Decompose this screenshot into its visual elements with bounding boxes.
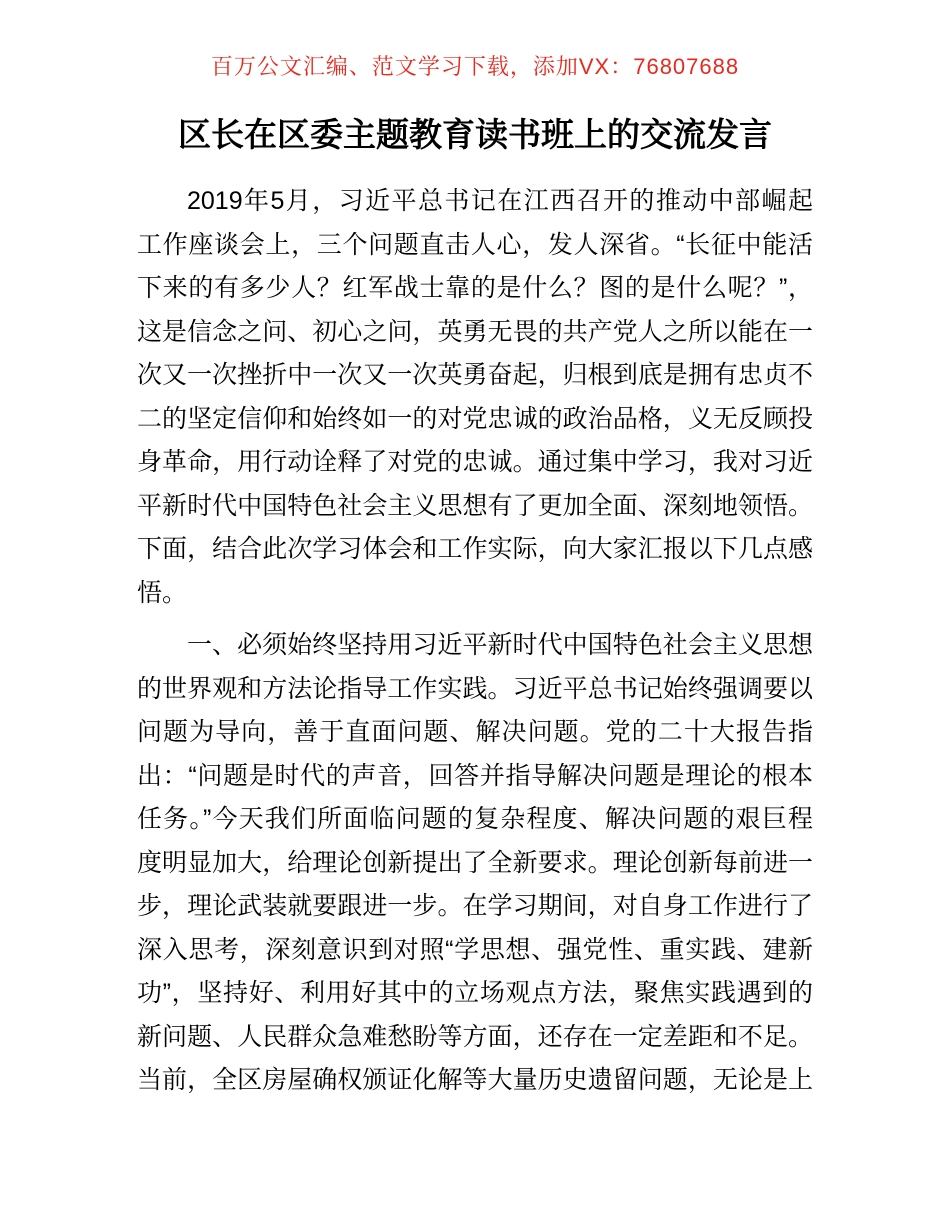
body-line: 新问题、人民群众急难愁盼等方面，还存在一定差距和不足。 — [137, 1022, 813, 1051]
body-line: 步，理论武装就要跟进一步。在学习期间，对自身工作进行了 — [137, 892, 813, 920]
body-line: 当前，全区房屋确权颁证化解等大量历史遗留问题，无论是上 — [137, 1066, 813, 1094]
paragraph — [137, 624, 813, 1103]
body-line: 问题为导向，善于直面问题、解决问题。党的二十大报告指 — [137, 718, 813, 746]
page-title: 区长在区委主题教育读书班上的交流发言 — [178, 116, 772, 153]
body-line: 出：“问题是时代的声音，回答并指导解决问题是理论的根本 — [137, 761, 813, 790]
body-line: 功”，坚持好、利用好其中的立场观点方法，聚焦实践遇到的 — [137, 979, 813, 1007]
paragraph — [137, 180, 813, 615]
body-line: 身革命，用行动诠释了对党的忠诚。通过集中学习，我对习近 — [137, 448, 813, 476]
body-line: 悟。 — [137, 578, 188, 607]
body-line: 二的坚定信仰和始终如一的对党忠诚的政治品格，义无反顾投 — [137, 404, 813, 433]
body-line: 2019年5月，习近平总书记在江西召开的推动中部崛起 — [187, 187, 813, 215]
body-line: 工作座谈会上，三个问题直击人心，发人深省。“长征中能活 — [137, 230, 813, 259]
body-line: 的世界观和方法论指导工作实践。习近平总书记始终强调要以 — [137, 674, 813, 703]
promo-banner: 百万公文汇编、范文学习下载，添加VX：76807688 — [210, 54, 740, 79]
body-line: 平新时代中国特色社会主义思想有了更加全面、深刻地领悟。 — [137, 491, 813, 520]
body-line: 下来的有多少人？红军战士靠的是什么？图的是什么呢？”， — [137, 274, 813, 302]
body-line: 次又一次挫折中一次又一次英勇奋起，归根到底是拥有忠贞不 — [137, 361, 813, 389]
body-line: 下面，结合此次学习体会和工作实际，向大家汇报以下几点感 — [137, 535, 813, 563]
document-body — [137, 180, 813, 1103]
body-line: 任务。”今天我们所面临问题的复杂程度、解决问题的艰巨程 — [137, 805, 813, 833]
body-line: 度明显加大，给理论创新提出了全新要求。理论创新每前进一 — [137, 848, 813, 877]
body-line: 一、必须始终坚持用习近平新时代中国特色社会主义思想 — [187, 631, 813, 659]
body-line: 这是信念之问、初心之问，英勇无畏的共产党人之所以能在一 — [137, 317, 813, 346]
body-line: 深入思考，深刻意识到对照“学思想、强党性、重实践、建新 — [137, 935, 813, 964]
